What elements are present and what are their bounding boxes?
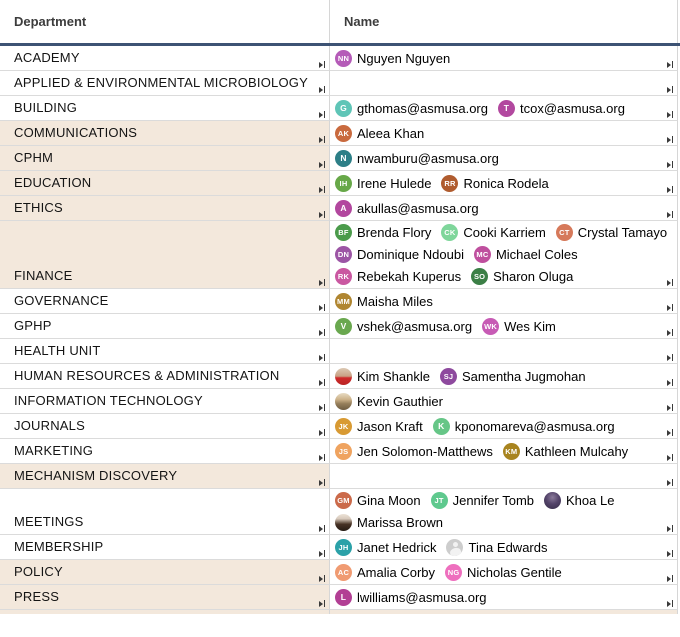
department-cell[interactable] bbox=[0, 221, 330, 289]
person-chip[interactable] bbox=[335, 222, 431, 243]
department-label: FINANCE bbox=[14, 268, 73, 283]
department-cell[interactable] bbox=[0, 289, 330, 314]
person-label: Ronica Rodela bbox=[463, 175, 549, 191]
cell-expand-handle[interactable] bbox=[319, 304, 326, 312]
avatar-initials: G bbox=[335, 100, 352, 117]
table-row bbox=[0, 364, 680, 389]
department-cell[interactable] bbox=[0, 489, 330, 535]
person-chip[interactable] bbox=[335, 537, 436, 558]
name-cell[interactable] bbox=[330, 585, 678, 610]
person-chip[interactable] bbox=[556, 222, 667, 243]
name-cell[interactable] bbox=[330, 146, 678, 171]
person-label: tcox@asmusa.org bbox=[519, 100, 625, 116]
avatar-initials: KM bbox=[503, 443, 520, 460]
column-header-department-label: Department bbox=[14, 14, 87, 29]
cell-expand-handle[interactable] bbox=[319, 575, 326, 583]
avatar-initials: T bbox=[498, 100, 515, 117]
cell-expand-handle[interactable] bbox=[667, 550, 674, 558]
name-cell[interactable] bbox=[330, 389, 678, 414]
person-label: Aleea Khan bbox=[357, 125, 425, 141]
name-cell[interactable] bbox=[330, 221, 678, 289]
table-row bbox=[0, 439, 680, 464]
person-chip[interactable] bbox=[431, 490, 534, 511]
cell-expand-handle[interactable] bbox=[667, 354, 674, 362]
table-row bbox=[0, 339, 680, 364]
department-cell[interactable] bbox=[0, 46, 330, 71]
person-chip[interactable] bbox=[335, 490, 421, 511]
column-header-name-label: Name bbox=[344, 14, 380, 29]
department-label: ACADEMY bbox=[14, 50, 80, 65]
cell-expand-handle[interactable] bbox=[667, 304, 674, 312]
department-label: HUMAN RESOURCES & ADMINISTRATION bbox=[14, 368, 280, 383]
cell-expand-handle[interactable] bbox=[319, 550, 326, 558]
cell-expand-handle[interactable] bbox=[667, 429, 674, 437]
person-label: Crystal Tamayo bbox=[577, 225, 668, 240]
avatar-photo bbox=[544, 492, 561, 509]
table-body bbox=[0, 46, 680, 614]
person-chip[interactable] bbox=[335, 391, 443, 412]
cell-expand-handle[interactable] bbox=[319, 379, 326, 387]
person-label: Rebekah Kuperus bbox=[357, 269, 462, 284]
person-chip[interactable] bbox=[446, 537, 547, 558]
department-label: CPHM bbox=[14, 150, 54, 165]
person-chip[interactable] bbox=[335, 512, 443, 533]
person-chip[interactable] bbox=[335, 416, 423, 437]
name-cell[interactable] bbox=[330, 46, 678, 71]
cell-expand-handle[interactable] bbox=[319, 354, 326, 362]
department-label: INFORMATION TECHNOLOGY bbox=[14, 393, 203, 408]
cell-expand-handle[interactable] bbox=[319, 525, 326, 533]
department-label: MECHANISM DISCOVERY bbox=[14, 468, 178, 483]
avatar-initials: K bbox=[433, 418, 450, 435]
department-cell[interactable] bbox=[0, 389, 330, 414]
avatar-initials: NG bbox=[445, 564, 462, 581]
name-cell[interactable] bbox=[330, 560, 678, 585]
table-row bbox=[0, 535, 680, 560]
person-chip[interactable] bbox=[335, 244, 464, 265]
avatar-photo bbox=[335, 393, 352, 410]
avatar-initials: RR bbox=[441, 175, 458, 192]
cell-expand-handle[interactable] bbox=[667, 525, 674, 533]
column-header-department[interactable] bbox=[0, 0, 330, 43]
cell-expand-handle[interactable] bbox=[319, 61, 326, 69]
avatar-initials: GM bbox=[335, 492, 352, 509]
name-cell[interactable] bbox=[330, 439, 678, 464]
cell-expand-handle[interactable] bbox=[667, 575, 674, 583]
avatar-initials: MC bbox=[474, 246, 491, 263]
person-label: Jason Kraft bbox=[357, 418, 423, 434]
department-cell[interactable] bbox=[0, 96, 330, 121]
table-row bbox=[0, 464, 680, 489]
department-label: GOVERNANCE bbox=[14, 293, 109, 308]
cell-expand-handle[interactable] bbox=[319, 186, 326, 194]
department-cell[interactable] bbox=[0, 171, 330, 196]
cell-expand-handle[interactable] bbox=[319, 454, 326, 462]
avatar-initials: CT bbox=[556, 224, 573, 241]
person-chip[interactable] bbox=[441, 222, 545, 243]
table-row bbox=[0, 46, 680, 71]
person-chip[interactable] bbox=[335, 441, 493, 462]
name-cell[interactable] bbox=[330, 71, 678, 96]
name-cell[interactable] bbox=[330, 96, 678, 121]
avatar-initials: AK bbox=[335, 125, 352, 142]
person-chip[interactable] bbox=[335, 266, 461, 287]
department-label: MEMBERSHIP bbox=[14, 539, 104, 554]
department-label: GPHP bbox=[14, 318, 52, 333]
name-cell[interactable] bbox=[330, 121, 678, 146]
person-label: Cooki Karriem bbox=[463, 225, 546, 240]
cell-expand-handle[interactable] bbox=[667, 86, 674, 94]
avatar-initials: N bbox=[335, 150, 352, 167]
person-label: nwamburu@asmusa.org bbox=[357, 150, 499, 166]
person-label: lwilliams@asmusa.org bbox=[357, 589, 487, 605]
person-label: Dominique Ndoubi bbox=[357, 247, 464, 262]
person-label: Marissa Brown bbox=[357, 515, 443, 530]
person-chip[interactable] bbox=[335, 587, 487, 608]
name-cell[interactable] bbox=[330, 535, 678, 560]
table-row bbox=[0, 314, 680, 339]
department-label: JOURNALS bbox=[14, 418, 85, 433]
person-label: kponomareva@asmusa.org bbox=[454, 418, 615, 434]
person-label: Kim Shankle bbox=[357, 368, 430, 384]
person-chip[interactable] bbox=[335, 148, 499, 169]
person-chip[interactable] bbox=[544, 490, 614, 511]
avatar-initials: BF bbox=[335, 224, 352, 241]
cell-expand-handle[interactable] bbox=[319, 600, 326, 608]
name-cell[interactable] bbox=[330, 464, 678, 489]
person-chip[interactable] bbox=[335, 562, 435, 583]
name-cell[interactable] bbox=[330, 414, 678, 439]
person-chip[interactable] bbox=[482, 316, 556, 337]
person-label: Nguyen Nguyen bbox=[357, 50, 451, 66]
person-label: Jennifer Tomb bbox=[452, 493, 535, 508]
person-label: Michael Coles bbox=[495, 247, 578, 262]
avatar-initials: AC bbox=[335, 564, 352, 581]
table-row bbox=[0, 389, 680, 414]
department-cell[interactable] bbox=[0, 414, 330, 439]
person-chip[interactable] bbox=[335, 198, 479, 219]
department-cell bbox=[0, 610, 330, 614]
person-chip[interactable] bbox=[335, 291, 433, 312]
department-label: MARKETING bbox=[14, 443, 94, 458]
table-row bbox=[0, 71, 680, 96]
person-label: Tina Edwards bbox=[468, 539, 548, 555]
department-cell[interactable] bbox=[0, 146, 330, 171]
person-label: Gina Moon bbox=[357, 493, 421, 508]
table-row bbox=[0, 221, 680, 289]
avatar-initials: MM bbox=[335, 293, 352, 310]
name-cell[interactable] bbox=[330, 339, 678, 364]
person-chip[interactable] bbox=[471, 266, 573, 287]
department-label: APPLIED & ENVIRONMENTAL MICROBIOLOGY bbox=[14, 75, 308, 90]
avatar-initials: V bbox=[335, 318, 352, 335]
department-label: BUILDING bbox=[14, 100, 78, 115]
department-cell[interactable] bbox=[0, 364, 330, 389]
department-cell[interactable] bbox=[0, 314, 330, 339]
cell-expand-handle[interactable] bbox=[667, 329, 674, 337]
person-chip[interactable] bbox=[441, 173, 548, 194]
person-label: Jen Solomon-Matthews bbox=[357, 443, 493, 459]
avatar-initials: SO bbox=[471, 268, 488, 285]
avatar-placeholder-icon bbox=[446, 539, 463, 556]
avatar-initials: JT bbox=[431, 492, 448, 509]
cell-expand-handle[interactable] bbox=[667, 161, 674, 169]
name-cell bbox=[330, 610, 678, 614]
person-chip[interactable] bbox=[335, 316, 472, 337]
department-label: EDUCATION bbox=[14, 175, 92, 190]
person-label: Brenda Flory bbox=[357, 225, 432, 240]
name-cell[interactable] bbox=[330, 289, 678, 314]
avatar-initials: A bbox=[335, 200, 352, 217]
person-label: Maisha Miles bbox=[357, 293, 433, 309]
department-cell[interactable] bbox=[0, 339, 330, 364]
person-label: Janet Hedrick bbox=[357, 539, 437, 555]
cell-expand-handle[interactable] bbox=[319, 404, 326, 412]
person-label: vshek@asmusa.org bbox=[357, 318, 473, 334]
person-chip[interactable] bbox=[335, 173, 431, 194]
cell-expand-handle[interactable] bbox=[319, 161, 326, 169]
avatar-initials: NN bbox=[335, 50, 352, 67]
department-label: MEETINGS bbox=[14, 514, 84, 529]
department-cell[interactable] bbox=[0, 560, 330, 585]
table-row bbox=[0, 289, 680, 314]
table-row bbox=[0, 146, 680, 171]
cell-expand-handle[interactable] bbox=[667, 186, 674, 194]
avatar-initials: DN bbox=[335, 246, 352, 263]
department-label: HEALTH UNIT bbox=[14, 343, 101, 358]
avatar-initials: JK bbox=[335, 418, 352, 435]
department-cell[interactable] bbox=[0, 71, 330, 96]
cell-expand-handle[interactable] bbox=[667, 136, 674, 144]
avatar-photo bbox=[335, 368, 352, 385]
person-label: akullas@asmusa.org bbox=[357, 200, 479, 216]
department-label: ETHICS bbox=[14, 200, 63, 215]
cell-expand-handle[interactable] bbox=[667, 404, 674, 412]
person-chip[interactable] bbox=[474, 244, 578, 265]
cell-expand-handle[interactable] bbox=[319, 111, 326, 119]
person-chip[interactable] bbox=[335, 98, 488, 119]
cell-expand-handle[interactable] bbox=[667, 479, 674, 487]
person-chip[interactable] bbox=[335, 48, 450, 69]
cell-expand-handle[interactable] bbox=[667, 600, 674, 608]
department-label: PRESS bbox=[14, 589, 60, 604]
person-label: Kathleen Mulcahy bbox=[524, 443, 629, 459]
cell-expand-handle[interactable] bbox=[319, 479, 326, 487]
cell-expand-handle[interactable] bbox=[667, 279, 674, 287]
department-label: COMMUNICATIONS bbox=[14, 125, 138, 140]
name-cell[interactable] bbox=[330, 314, 678, 339]
name-cell[interactable] bbox=[330, 364, 678, 389]
person-label: Kevin Gauthier bbox=[357, 393, 443, 409]
table-row bbox=[0, 171, 680, 196]
cell-expand-handle[interactable] bbox=[319, 329, 326, 337]
cell-expand-handle[interactable] bbox=[667, 61, 674, 69]
table-row bbox=[0, 96, 680, 121]
table-row bbox=[0, 489, 680, 535]
avatar-initials: JH bbox=[335, 539, 352, 556]
person-label: Nicholas Gentile bbox=[467, 564, 562, 580]
grid-header bbox=[0, 0, 680, 46]
name-cell[interactable] bbox=[330, 489, 678, 535]
name-cell[interactable] bbox=[330, 196, 678, 221]
person-label: Amalia Corby bbox=[357, 564, 436, 580]
cell-expand-handle[interactable] bbox=[319, 86, 326, 94]
cell-expand-handle[interactable] bbox=[319, 211, 326, 219]
person-chip[interactable] bbox=[335, 366, 430, 387]
cell-expand-handle[interactable] bbox=[319, 136, 326, 144]
cell-expand-handle[interactable] bbox=[667, 379, 674, 387]
person-chip[interactable] bbox=[445, 562, 562, 583]
person-chip[interactable] bbox=[503, 441, 628, 462]
department-label: POLICY bbox=[14, 564, 63, 579]
avatar-initials: SJ bbox=[440, 368, 457, 385]
person-chip[interactable] bbox=[335, 123, 424, 144]
person-label: Samentha Jugmohan bbox=[461, 368, 586, 384]
avatar-initials: WK bbox=[482, 318, 499, 335]
name-cell[interactable] bbox=[330, 171, 678, 196]
table-row bbox=[0, 121, 680, 146]
table-row bbox=[0, 585, 680, 610]
department-cell[interactable] bbox=[0, 585, 330, 610]
person-label: Irene Hulede bbox=[357, 175, 432, 191]
avatar-initials: JS bbox=[335, 443, 352, 460]
table-row bbox=[0, 196, 680, 221]
cell-expand-handle[interactable] bbox=[319, 429, 326, 437]
cell-expand-handle[interactable] bbox=[667, 111, 674, 119]
person-chip[interactable] bbox=[440, 366, 586, 387]
avatar-initials: CK bbox=[441, 224, 458, 241]
avatar-initials: IH bbox=[335, 175, 352, 192]
person-chip[interactable] bbox=[498, 98, 625, 119]
table-row bbox=[0, 610, 680, 614]
avatar-photo bbox=[335, 514, 352, 531]
person-chip[interactable] bbox=[433, 416, 615, 437]
table-row bbox=[0, 414, 680, 439]
avatar-initials: RK bbox=[335, 268, 352, 285]
avatar-initials: L bbox=[335, 589, 352, 606]
department-cell[interactable] bbox=[0, 464, 330, 489]
person-label: gthomas@asmusa.org bbox=[357, 100, 488, 116]
department-cell[interactable] bbox=[0, 196, 330, 221]
column-header-name[interactable] bbox=[330, 0, 678, 43]
department-cell[interactable] bbox=[0, 439, 330, 464]
cell-expand-handle[interactable] bbox=[667, 454, 674, 462]
table-row bbox=[0, 560, 680, 585]
department-cell[interactable] bbox=[0, 535, 330, 560]
cell-expand-handle[interactable] bbox=[667, 211, 674, 219]
person-label: Wes Kim bbox=[504, 318, 556, 334]
cell-expand-handle[interactable] bbox=[319, 279, 326, 287]
person-label: Khoa Le bbox=[566, 493, 615, 508]
department-cell[interactable] bbox=[0, 121, 330, 146]
person-label: Sharon Oluga bbox=[493, 269, 574, 284]
